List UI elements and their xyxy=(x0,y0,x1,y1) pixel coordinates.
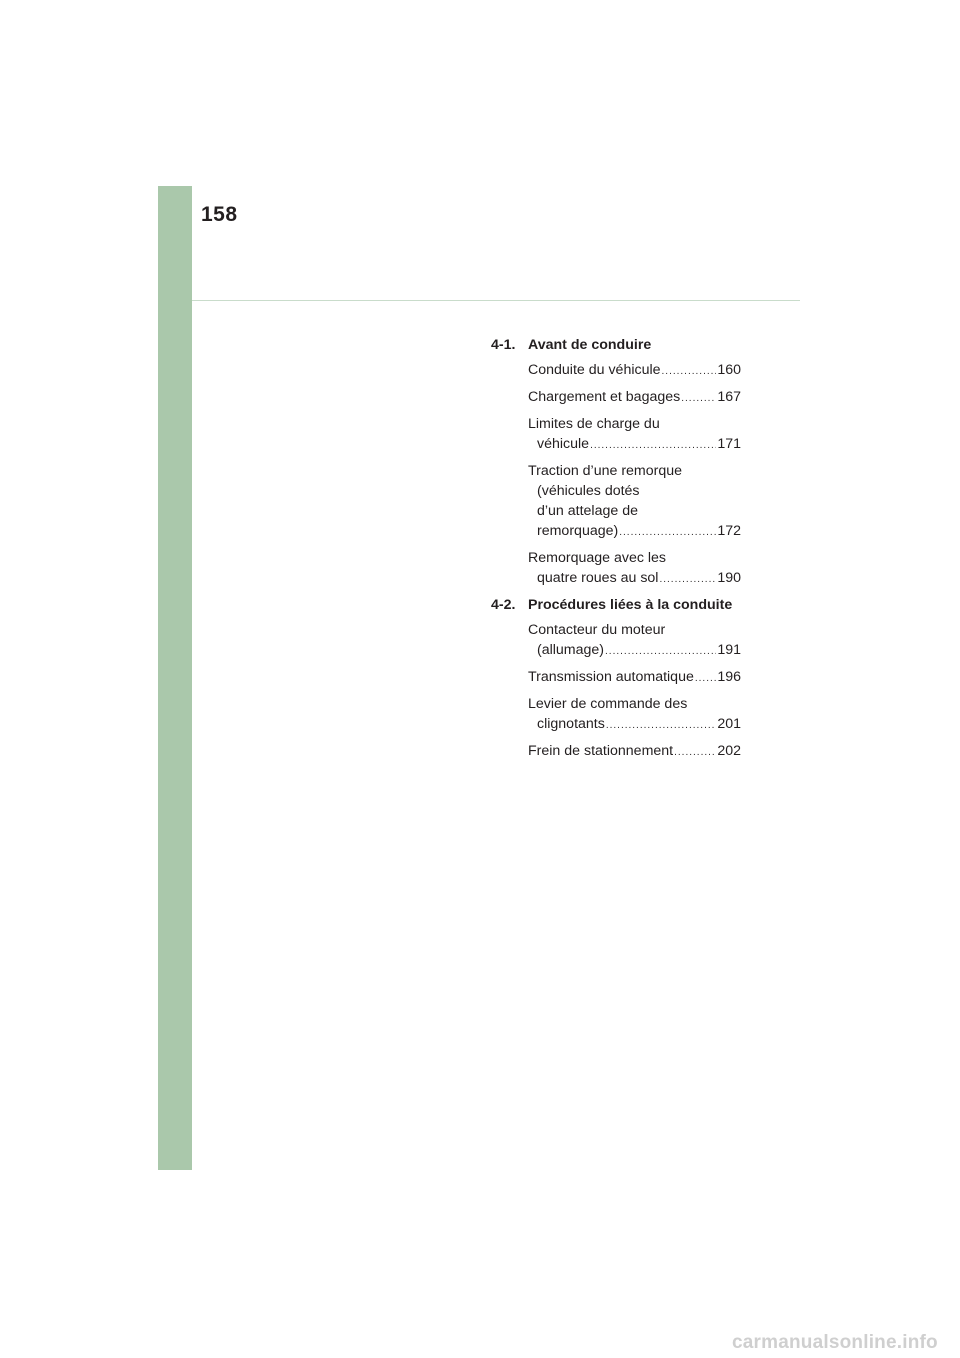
entry-title: Limites de charge du xyxy=(528,416,660,432)
toc-entry[interactable] xyxy=(528,741,741,763)
toc-section-heading xyxy=(491,335,741,355)
entry-page: 202 xyxy=(717,743,741,759)
dot-leader xyxy=(681,389,716,409)
entry-page: 190 xyxy=(717,570,741,586)
entry-title-continued: d’un attelage de xyxy=(537,503,638,519)
dot-leader xyxy=(662,362,717,382)
toc-entry[interactable] xyxy=(528,694,741,736)
dot-leader xyxy=(605,642,716,662)
header-divider xyxy=(192,300,800,301)
entry-title: Traction d’une remorque xyxy=(528,463,683,479)
entry-title-continued: (allumage) xyxy=(537,642,605,658)
table-of-contents xyxy=(491,335,741,768)
dot-leader xyxy=(590,436,716,456)
page-number: 158 xyxy=(201,203,238,226)
entry-title-continued: clignotants xyxy=(537,716,605,732)
toc-entry[interactable] xyxy=(528,387,741,409)
entry-title: Transmission automatique xyxy=(528,669,694,685)
dot-leader xyxy=(619,523,716,543)
toc-entry[interactable] xyxy=(528,414,741,456)
toc-entry[interactable] xyxy=(528,667,741,689)
entry-title: Levier de commande des xyxy=(528,696,688,712)
toc-entry[interactable] xyxy=(528,360,741,382)
entry-title-continued: véhicule xyxy=(537,436,590,452)
entry-title: Remorquage avec les xyxy=(528,550,667,566)
entry-page: 167 xyxy=(717,389,741,405)
entry-page: 172 xyxy=(717,523,741,539)
dot-leader xyxy=(695,669,716,689)
entry-title-continued: quatre roues au sol xyxy=(537,570,659,586)
chapter-side-tab xyxy=(158,186,192,1170)
section-title[interactable]: Procédures liées à la conduite xyxy=(528,597,733,613)
dot-leader xyxy=(606,716,717,736)
entry-page: 160 xyxy=(717,362,741,378)
section-number: 4-1. xyxy=(491,337,516,353)
watermark: carmanualsonline.info xyxy=(732,1332,938,1353)
toc-entry[interactable] xyxy=(528,461,741,543)
dot-leader xyxy=(659,570,716,590)
entry-page: 196 xyxy=(717,669,741,685)
toc-entry[interactable] xyxy=(528,548,741,590)
entry-title-continued: (véhicules dotés xyxy=(537,483,640,499)
entry-page: 171 xyxy=(717,436,741,452)
entry-title: Frein de stationnement xyxy=(528,743,674,759)
entry-title: Conduite du véhicule xyxy=(528,362,661,378)
toc-section-entries xyxy=(528,620,741,763)
toc-section-heading xyxy=(491,595,741,615)
toc-section-entries xyxy=(528,360,741,590)
entry-title: Chargement et bagages xyxy=(528,389,681,405)
section-title[interactable]: Avant de conduire xyxy=(528,337,652,353)
dot-leader xyxy=(674,743,716,763)
entry-page: 201 xyxy=(717,716,741,732)
toc-entry[interactable] xyxy=(528,620,741,662)
section-number: 4-2. xyxy=(491,597,516,613)
entry-title-continued: remorquage) xyxy=(537,523,619,539)
entry-title: Contacteur du moteur xyxy=(528,622,666,638)
entry-page: 191 xyxy=(717,642,741,658)
